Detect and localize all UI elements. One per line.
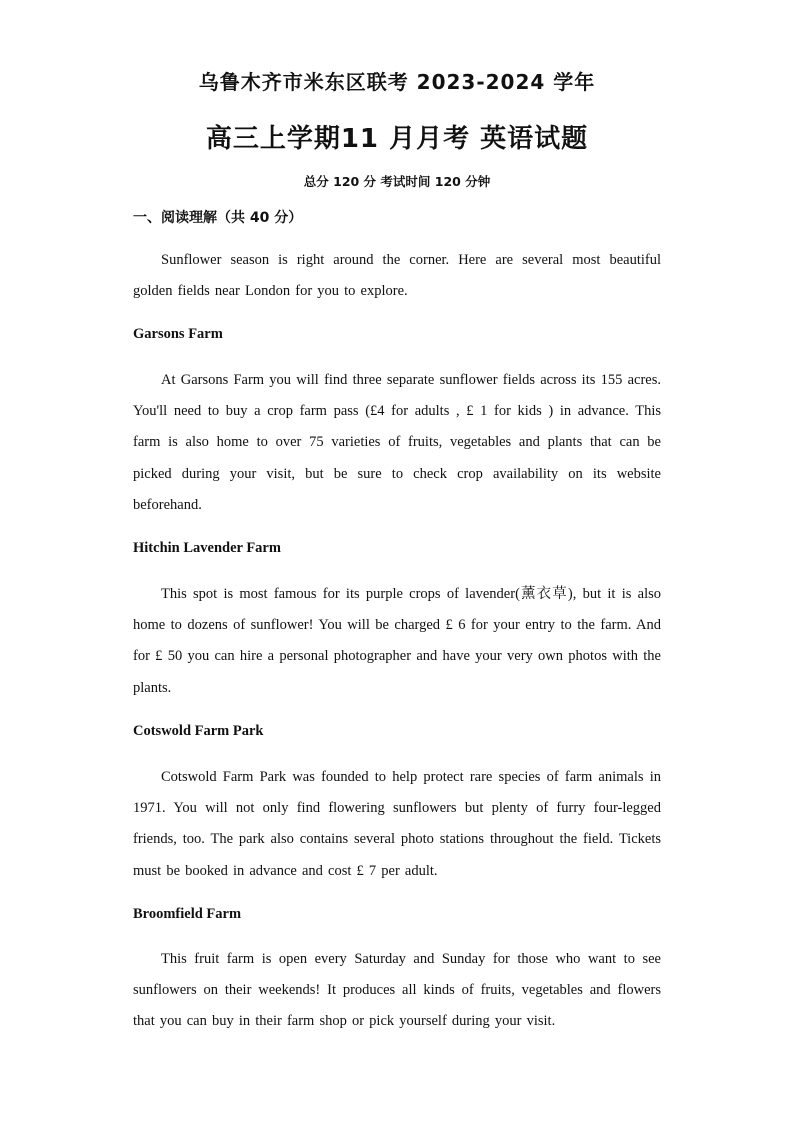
exam-title-line1: 乌鲁木齐市米东区联考 2023-2024 学年	[198, 70, 596, 94]
farm-text-cotswold: Cotswold Farm Park was founded to help protect rare species of farm animals in 1971. You will not only find flowering sunflowers but plenty of furry four-legged friends, too. The park also contains several photo stations throughout the field. Tickets must be booked in advance and cost £ 7 per adult.	[133, 769, 661, 879]
farm-text-broomfield: This fruit farm is open every Saturday and Sunday for those who want to see sunflowers on their weekends! It produces all kinds of fruits, vegetables and flowers that you can buy in their farm shop or pick yourself during your visit.	[133, 951, 661, 1030]
farm-text-garsons: At Garsons Farm you will find three separate sunflower fields across its 155 acres. You'll need to buy a crop farm pass (£4 for adults , £ 1 for kids ) in advance. This farm is also home to over 75 varieties of fruits, vegetables and plants that can be picked during your visit, but be sure to check crop availability on its website beforehand.	[133, 372, 661, 513]
exam-subtitle: 总分 120 分 考试时间 120 分钟	[303, 174, 491, 189]
farm-heading-garsons: Garsons Farm	[133, 326, 223, 342]
farm-heading-broomfield: Broomfield Farm	[133, 906, 242, 922]
farm-text-hitchin: This spot is most famous for its purple crops of lavender(薰衣草), but it is also home to dozens of sunflower! You will be charged £ 6 for your entry to the farm. And for £ 50 you can hire a personal photographer and have your very own photos with the plants.	[133, 586, 661, 696]
passage-intro: Sunflower season is right around the corner. Here are several most beautiful golden fields near London for you to explore.	[133, 252, 661, 300]
farm-heading-cotswold: Cotswold Farm Park	[133, 723, 264, 739]
section-heading: 一、阅读理解（共 40 分）	[133, 210, 303, 226]
exam-title-line2: 高三上学期11 月月考 英语试题	[205, 124, 589, 154]
farm-heading-hitchin: Hitchin Lavender Farm	[133, 540, 281, 556]
